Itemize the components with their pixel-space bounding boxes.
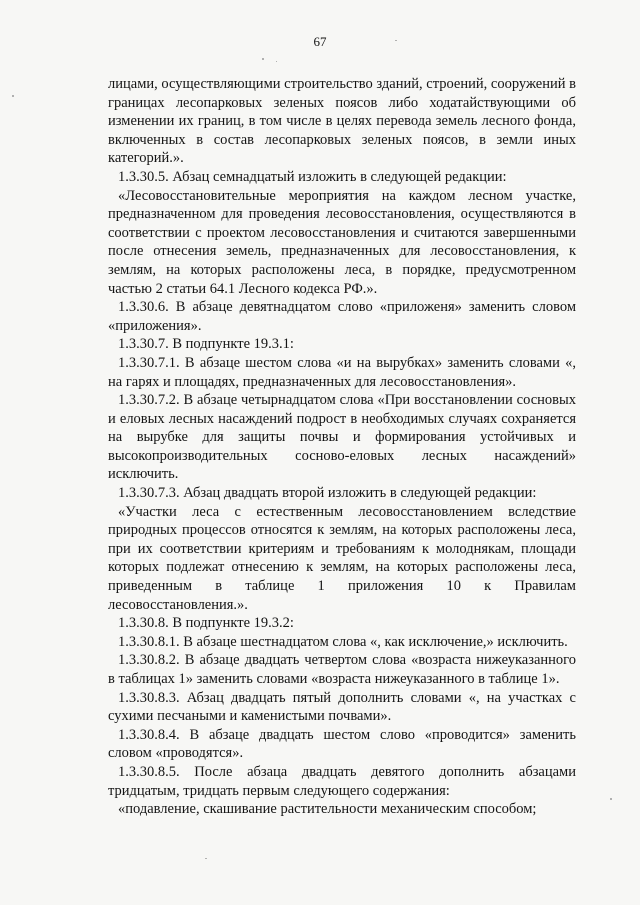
scan-speck (205, 858, 207, 859)
paragraph-1-3-30-8-4: 1.3.30.8.4. В абзаце двадцать шестом слово «проводится» заменить словом «проводятся». (108, 726, 576, 762)
scan-speck (276, 61, 277, 62)
paragraph-1-3-30-7: 1.3.30.7. В подпункте 19.3.1: (118, 336, 294, 353)
paragraph-1-3-30-8-2: 1.3.30.8.2. В абзаце двадцать четвертом слова «возраста нижеуказанного в таблицах 1» заменить словами «возраста нижеуказанного в таблице 1». (108, 652, 576, 687)
paragraph-1-3-30-6: 1.3.30.6. В абзаце девятнадцатом слово «приложеня» заменить словом «приложения». (108, 299, 576, 334)
paragraph-continuation: лицами, осуществляющими строительство зданий, строений, сооружений в границах лесопарковых зеленых поясов либо ходатайствующими об изменении их границ, в том числе в целях перевода земель лесного фонда, включенных в состав лесопарковых зеленых поясов, в земли иных категорий.». (108, 76, 576, 167)
paragraph-1-3-30-7-2: 1.3.30.7.2. В абзаце четырнадцатом слова «При восстановлении сосновых и еловых лесных насаждений подрост в необходимых случаях сохраняется на вырубке для защиты почвы и формирования устойчивых и высокопроизводительных сосново-еловых лесных насаждений» исключить. (108, 392, 576, 483)
quoted-paragraph-reforestation: «Лесовосстановительные мероприятия на каждом лесном участке, предназначенном для проведения лесовосстановления, осуществляются в соответствии с проектом лесовосстановления и считаются завершенными после отнесения земель, предназначенных для лесовосстановления, к землям, на которых расположены леса, в порядке, предусмотренном частью 2 статьи 64.1 Лесного кодекса РФ.». (108, 187, 576, 297)
paragraph-1-3-30-8-5: 1.3.30.8.5. После абзаца двадцать девятого дополнить абзацами тридцатым, тридцать первым следующего содержания: (108, 763, 576, 799)
document-body (108, 75, 576, 819)
paragraph-1-3-30-7-1: 1.3.30.7.1. В абзаце шестом слова «и на вырубках» заменить словами «, на гарях и площадях, предназначенных для лесовосстановления». (108, 354, 576, 390)
scan-speck (395, 40, 397, 41)
scan-speck (12, 95, 14, 97)
quoted-paragraph-natural-reforestation: «Участки леса с естественным лесовосстановлением вследствие природных процессов относятся к землям, на которых расположены леса, при их соответствии критериям и требованиям к молоднякам, площади которых подлежат отнесению к землям, на которых расположены леса, приведенным в таблице 1 приложения 10 к Правилам лесовосстановления.». (108, 503, 576, 613)
paragraph-1-3-30-8: 1.3.30.8. В подпункте 19.3.2: (118, 615, 294, 632)
quoted-paragraph-suppression: «подавление, скашивание растительности механическим способом; (118, 801, 537, 818)
scan-speck (262, 58, 264, 60)
scan-speck (610, 798, 612, 800)
paragraph-1-3-30-8-3: 1.3.30.8.3. Абзац двадцать пятый дополнить словами «, на участках с сухими песчаными и каменистыми почвами». (108, 689, 576, 725)
paragraph-1-3-30-8-1: 1.3.30.8.1. В абзаце шестнадцатом слова «, как исключение,» исключить. (118, 633, 568, 650)
paragraph-1-3-30-5: 1.3.30.5. Абзац семнадцатый изложить в следующей редакции: (118, 168, 507, 185)
paragraph-1-3-30-7-3: 1.3.30.7.3. Абзац двадцать второй изложить в следующей редакции: (118, 485, 537, 502)
page-number: 67 (313, 34, 327, 49)
